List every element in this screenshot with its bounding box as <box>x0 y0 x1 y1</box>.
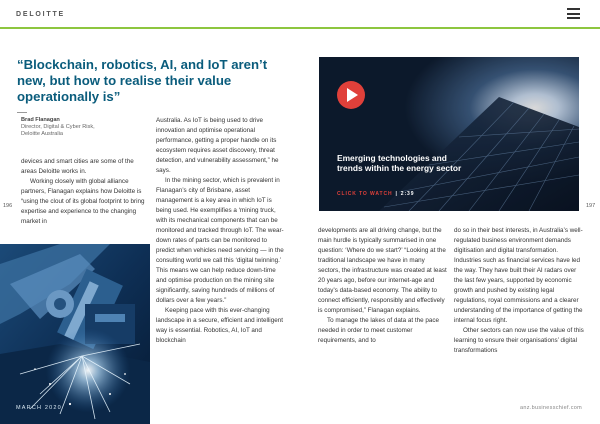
paragraph: do so in their best interests, in Australia’s well-regulated business environment demands digitisation and digital transformation. Industries such as financial services have led the way. They have built their AI radars over the last few years, supported by economic growth and pushed by existing legal regulations, royal commissions and a clearer understanding of the importance of getting the internal focus right. <box>454 227 583 324</box>
author-company: Deloitte Australia <box>21 131 63 138</box>
cta-separator: | <box>395 191 398 197</box>
video-title: Emerging technologies and trends within the energy sector <box>337 153 462 173</box>
paragraph: devices and smart cities are some of the areas Deloitte works in. <box>21 158 134 175</box>
watch-link[interactable] <box>337 191 414 197</box>
watch-label: CLICK TO WATCH <box>337 191 393 197</box>
hamburger-menu-icon[interactable] <box>567 8 580 19</box>
author-name: Brad Flanagan <box>21 117 60 123</box>
article-column-2 <box>156 116 286 346</box>
top-bar <box>0 0 600 29</box>
page-number-left: 196 <box>3 203 13 209</box>
author-role: Director, Digital & Cyber Risk, <box>21 124 95 131</box>
paragraph: In the mining sector, which is prevalent in Flanagan’s city of Brisbane, asset management is a key area in which IoT is being used. He exemplifies a ‘mining truck, with its mechanical components that can be monitored and tracked through IoT. The wear-down rates of parts can be monitored to predict when vehicles need servicing — in the consulting world we call this ‘digital twinning.’ This means we can help reduce down-time and optimise production on the mining site significantly, saving hundreds of millions of dollars over a few years.” <box>156 177 284 304</box>
play-icon <box>347 88 358 102</box>
paragraph: Working closely with global alliance partners, Flanagan explains how Deloitte is “using the clout of its global footprint to bring expertise and experience to the changing market in <box>21 178 145 225</box>
brand-logo[interactable]: DELOITTE <box>16 11 66 18</box>
paragraph: Other sectors can now use the value of this learning to ensure their organisations’ digital transformations <box>454 327 584 354</box>
video-duration: 2:39 <box>400 191 415 197</box>
solar-panels-thumbnail <box>319 57 579 211</box>
article-column-4 <box>454 226 586 356</box>
author-divider <box>17 112 27 113</box>
article-column-1 <box>21 157 149 227</box>
headline-quote: “Blockchain, robotics, AI, and IoT aren’t new, but how to realise their value operationally is” <box>17 57 268 104</box>
paragraph: To manage the lakes of data at the pace needed in order to meet customer requirements, and to <box>318 317 440 344</box>
robotic-welding-photo <box>0 244 150 424</box>
site-url[interactable]: anz.businesschief.com <box>520 405 582 411</box>
paragraph: developments are all driving change, but the main hurdle is typically summarised in one question: ‘Where do we start?’ “Looking at the traditional landscape we have in many sectors, the infrastructure was created at least 20 years ago, before our internet-age and today’s data-based economy. The ability to connect efficiently, responsibly and effectively is compromised,” Flanagan explains. <box>318 227 447 314</box>
article-column-3 <box>318 226 448 346</box>
page-number-right: 197 <box>586 203 596 209</box>
issue-date: MARCH 2020 <box>16 405 62 411</box>
paragraph: Australia. As IoT is being used to drive innovation and optimise operational performance, getting a proper handle on its ecosystem requires asset discovery, threat detection, and vulnerability assessment,” he says. <box>156 117 279 174</box>
author-block <box>21 117 141 139</box>
paragraph: Keeping pace with this ever-changing landscape in a secure, efficient and intelligent way is essential. Robotics, AI, IoT and blockchain <box>156 307 283 344</box>
video-player[interactable] <box>319 57 579 211</box>
play-button[interactable] <box>337 81 365 109</box>
